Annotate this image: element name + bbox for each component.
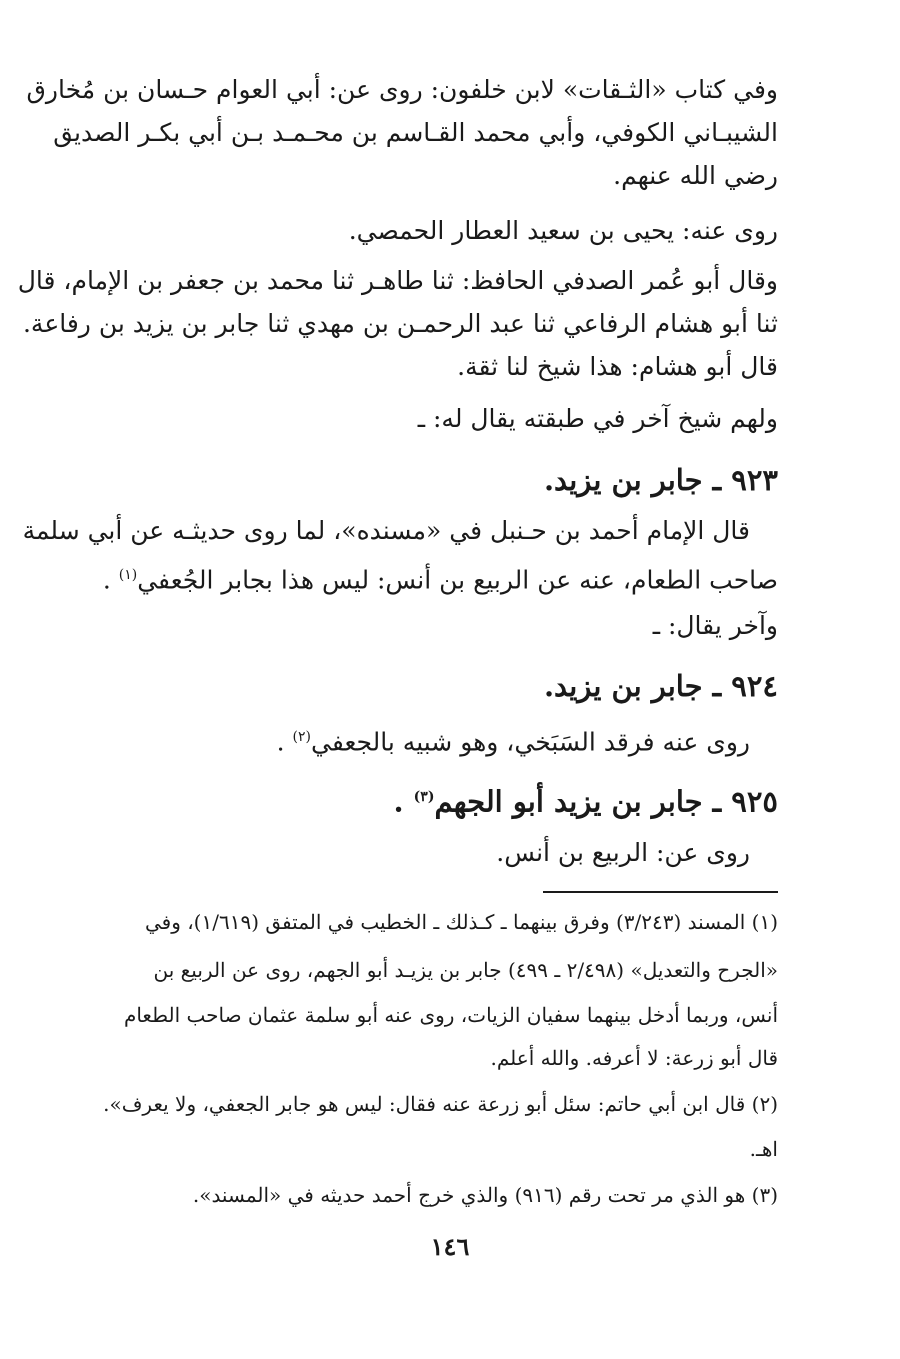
text-line: وقال أبو عُمر الصدفي الحافظ: ثنا طاهـر ثنا محمد بن جعفر بن الإمام، قال [17, 266, 778, 295]
heading-text: ٩٢٥ ـ جابر بن يزيد أبو الجهم [434, 784, 778, 819]
footnote-ref[interactable]: (٣) [413, 789, 435, 805]
page-number: ١٤٦ [430, 1232, 470, 1261]
entry-heading-923: ٩٢٣ ـ جابر بن يزيد. [543, 463, 778, 497]
footnote-line: (٢) قال ابن أبي حاتم: سئل أبو زرعة عنه فقال: ليس هو جابر الجعفي، ولا يعرف». [103, 1092, 778, 1116]
text-line: قال الإمام أحمد بن حـنبل في «مسنده»، لما روى حديثـه عن أبي سلمة [22, 516, 750, 545]
line-text: روى عنه فرقد السَبَخي، وهو شبيه بالجعفي [310, 727, 750, 757]
text-line [78, 555, 778, 600]
entry-heading-925 [78, 775, 778, 824]
footnote-line: «الجرح والتعديل» (٢/٤٩٨ ـ ٤٩٩) جابر بن يزيـد أبو الجهم، روى عن الربيع بن [153, 958, 778, 982]
text-line: وفي كتاب «الثـقات» لابن خلفون: روى عن: أبي العوام حـسان بن مُخارق [26, 75, 778, 104]
footnote-line: (١) المسند (٣/٢٤٣) وفرق بينهما ـ كـذلك ـ الخطيب في المتفق (١/٦١٩)، وفي [144, 910, 778, 934]
footnote-line: قال أبو زرعة: لا أعرفه. والله أعلم. [490, 1046, 778, 1070]
heading-end: . [393, 784, 404, 819]
text-line: قال أبو هشام: هذا شيخ لنا ثقة. [457, 352, 778, 381]
text-line: الشيبـاني الكوفي، وأبي محمد القـاسم بن محـمـد بـن أبي بكـر الصديق [53, 118, 778, 147]
footnote-ref[interactable]: (١) [118, 567, 138, 583]
text-line: ثنا أبو هشام الرفاعي ثنا عبد الرحمـن بن مهدي ثنا جابر بن يزيد بن رفاعة. [22, 309, 778, 338]
text-line: رضي الله عنهم. [613, 161, 778, 190]
text-line: روى عنه: يحيى بن سعيد العطار الحمصي. [348, 216, 778, 245]
entry-heading-924: ٩٢٤ ـ جابر بن يزيد. [543, 669, 778, 703]
line-end: . [276, 727, 285, 757]
footnote-line: اهـ. [749, 1137, 778, 1161]
text-line [78, 717, 750, 762]
line-end: . [102, 565, 111, 595]
text-line: وآخر يقال: ـ [652, 611, 778, 640]
line-text: صاحب الطعام، عنه عن الربيع بن أنس: ليس هذا بجابر الجُعفي [137, 565, 778, 595]
footnote-separator [543, 891, 778, 893]
footnote-line: (٣) هو الذي مر تحت رقم (٩١٦) والذي خرج أحمد حديثه في «المسند». [192, 1183, 778, 1207]
footnote-ref[interactable]: (٢) [292, 729, 311, 745]
text-line: ولهم شيخ آخر في طبقته يقال له: ـ [417, 404, 778, 433]
text-line: روى عن: الربيع بن أنس. [496, 838, 750, 867]
footnote-line: أنس، وربما أدخل بينهما سفيان الزيات، روى عنه أبو سلمة عثمان صاحب الطعام [123, 1003, 778, 1027]
